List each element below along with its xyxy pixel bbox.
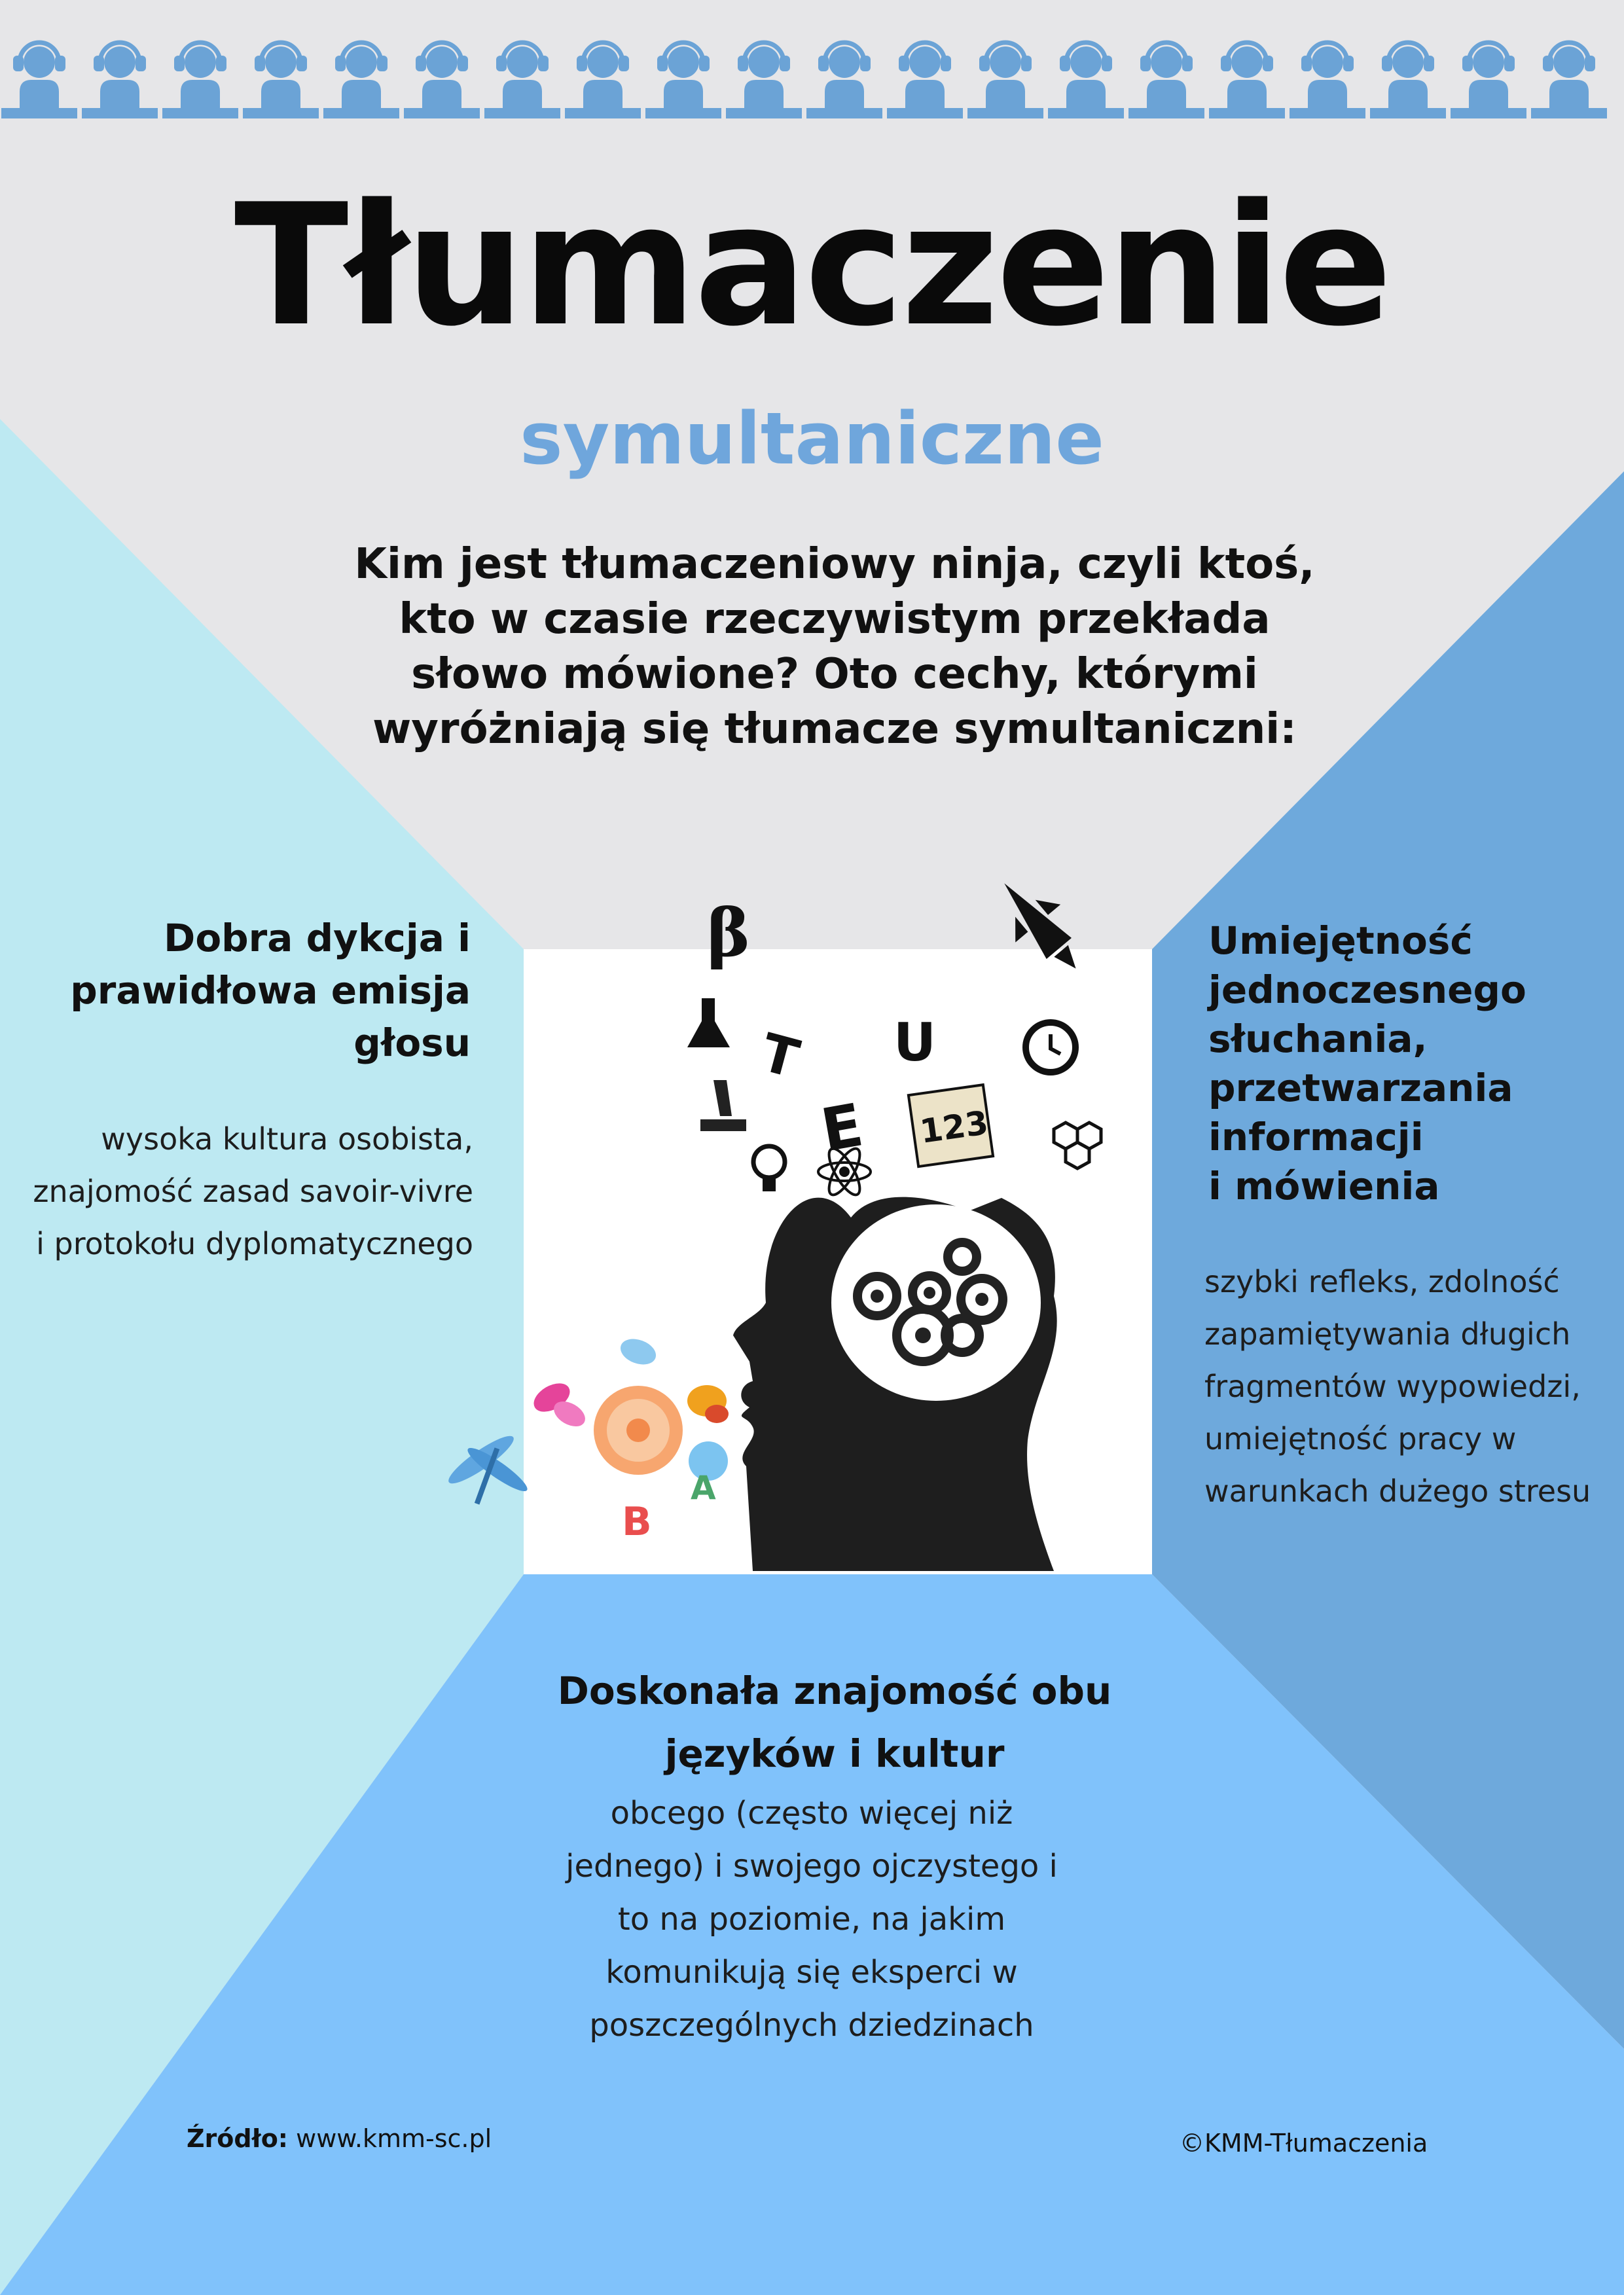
person-headphones-icon: [82, 43, 158, 118]
flask-icon: [687, 998, 730, 1047]
letter-e-icon: E: [816, 1091, 868, 1166]
left-body-line: znajomość zasad savoir-vivre: [33, 1174, 473, 1209]
source-label: Źródło:: [187, 2124, 289, 2153]
bottom-body-line: komunikują się eksperci w: [605, 1954, 1018, 1991]
right-body-line: zapamiętywania długich: [1204, 1316, 1571, 1352]
bottom-body: [484, 1787, 1139, 2052]
person-headphones-icon: [323, 43, 399, 118]
bottom-body-line: poszczególnych dziedzinach: [589, 2007, 1034, 2044]
person-headphones-icon: [1128, 43, 1204, 118]
source-credit: [187, 2124, 492, 2153]
bottom-heading: [504, 1659, 1165, 1785]
rocket-icon: [982, 864, 1098, 987]
person-headphones-icon: [1048, 43, 1124, 118]
left-heading-line: prawidłowa emisja: [70, 968, 471, 1013]
left-heading-line: Dobra dykcja i: [164, 916, 471, 960]
letter-t-icon: T: [755, 1022, 805, 1090]
bottom-body-line: obcego (często więcej niż: [610, 1795, 1013, 1832]
intro-line: Kim jest tłumaczeniowy ninja, czyli ktoś,: [354, 540, 1315, 588]
svg-text:123: 123: [917, 1103, 991, 1151]
person-headphones-icon: [806, 43, 882, 118]
letter-a-icon: A: [691, 1469, 716, 1507]
bottom-body-line: jednego) i swojego ojczystego i: [566, 1848, 1058, 1885]
page-title: Tłumaczenie: [234, 168, 1390, 363]
person-headphones-icon: [1, 43, 77, 118]
person-headphones-icon: [404, 43, 480, 118]
right-heading-line: Umiejętność: [1208, 918, 1473, 963]
person-headphones-icon: [243, 43, 319, 118]
page-subtitle: symultaniczne: [520, 397, 1104, 480]
right-heading: [1208, 916, 1601, 1211]
headphone-people-row: [0, 0, 1624, 131]
left-body: [0, 1113, 473, 1270]
clock-icon: [1026, 1022, 1075, 1072]
copyright: ©KMM-Tłumaczenia: [1180, 2129, 1428, 2158]
left-heading: [12, 912, 471, 1069]
right-heading-line: jednoczesnego: [1208, 967, 1526, 1012]
person-headphones-icon: [967, 43, 1043, 118]
person-headphones-icon: [1451, 43, 1526, 118]
intro-line: słowo mówione? Oto cechy, którymi: [411, 650, 1258, 698]
person-headphones-icon: [887, 43, 963, 118]
right-body-line: umiejętność pracy w: [1204, 1421, 1517, 1456]
right-body-line: fragmentów wypowiedzi,: [1204, 1369, 1581, 1404]
left-body-line: wysoka kultura osobista,: [101, 1121, 473, 1157]
person-headphones-icon: [1209, 43, 1285, 118]
letter-b-icon: B: [622, 1499, 652, 1545]
intro-line: wyróżniają się tłumacze symultaniczni:: [372, 705, 1297, 753]
right-heading-line: słuchania,: [1208, 1017, 1428, 1061]
lightbulb-icon: [753, 1146, 785, 1191]
beta-icon: β: [707, 894, 751, 971]
left-heading-line: głosu: [353, 1021, 471, 1065]
right-heading-line: informacji: [1208, 1115, 1424, 1159]
bottom-body-line: to na poziomie, na jakim: [617, 1901, 1006, 1938]
person-headphones-icon: [484, 43, 560, 118]
person-headphones-icon: [645, 43, 721, 118]
head-illustration: [445, 864, 1165, 1584]
left-body-line: i protokołu dyplomatycznego: [36, 1226, 473, 1261]
intro-line: kto w czasie rzeczywistym przekłada: [399, 595, 1271, 643]
bottom-heading-line: Doskonała znajomość obu: [557, 1669, 1112, 1713]
person-headphones-icon: [1290, 43, 1365, 118]
intro-text: [340, 537, 1329, 757]
bottom-heading-line: języków i kultur: [664, 1731, 1005, 1776]
person-headphones-icon: [1531, 43, 1607, 118]
source-url[interactable]: www.kmm-sc.pl: [296, 2124, 492, 2153]
person-headphones-icon: [1370, 43, 1446, 118]
right-heading-line: i mówienia: [1208, 1164, 1440, 1208]
right-heading-line: przetwarzania: [1208, 1066, 1513, 1110]
person-headphones-icon: [162, 43, 238, 118]
right-body: [1204, 1256, 1610, 1517]
person-headphones-icon: [565, 43, 641, 118]
letter-u-icon: U: [893, 1012, 936, 1073]
dragonfly-icon: [445, 1430, 532, 1505]
numbers-tile: [909, 1085, 993, 1166]
person-headphones-icon: [726, 43, 802, 118]
right-body-line: warunkach dużego stresu: [1204, 1473, 1591, 1509]
hexagon-icon: [1054, 1123, 1101, 1168]
right-body-line: szybki refleks, zdolność: [1204, 1264, 1560, 1299]
microscope-icon: [700, 1080, 746, 1131]
